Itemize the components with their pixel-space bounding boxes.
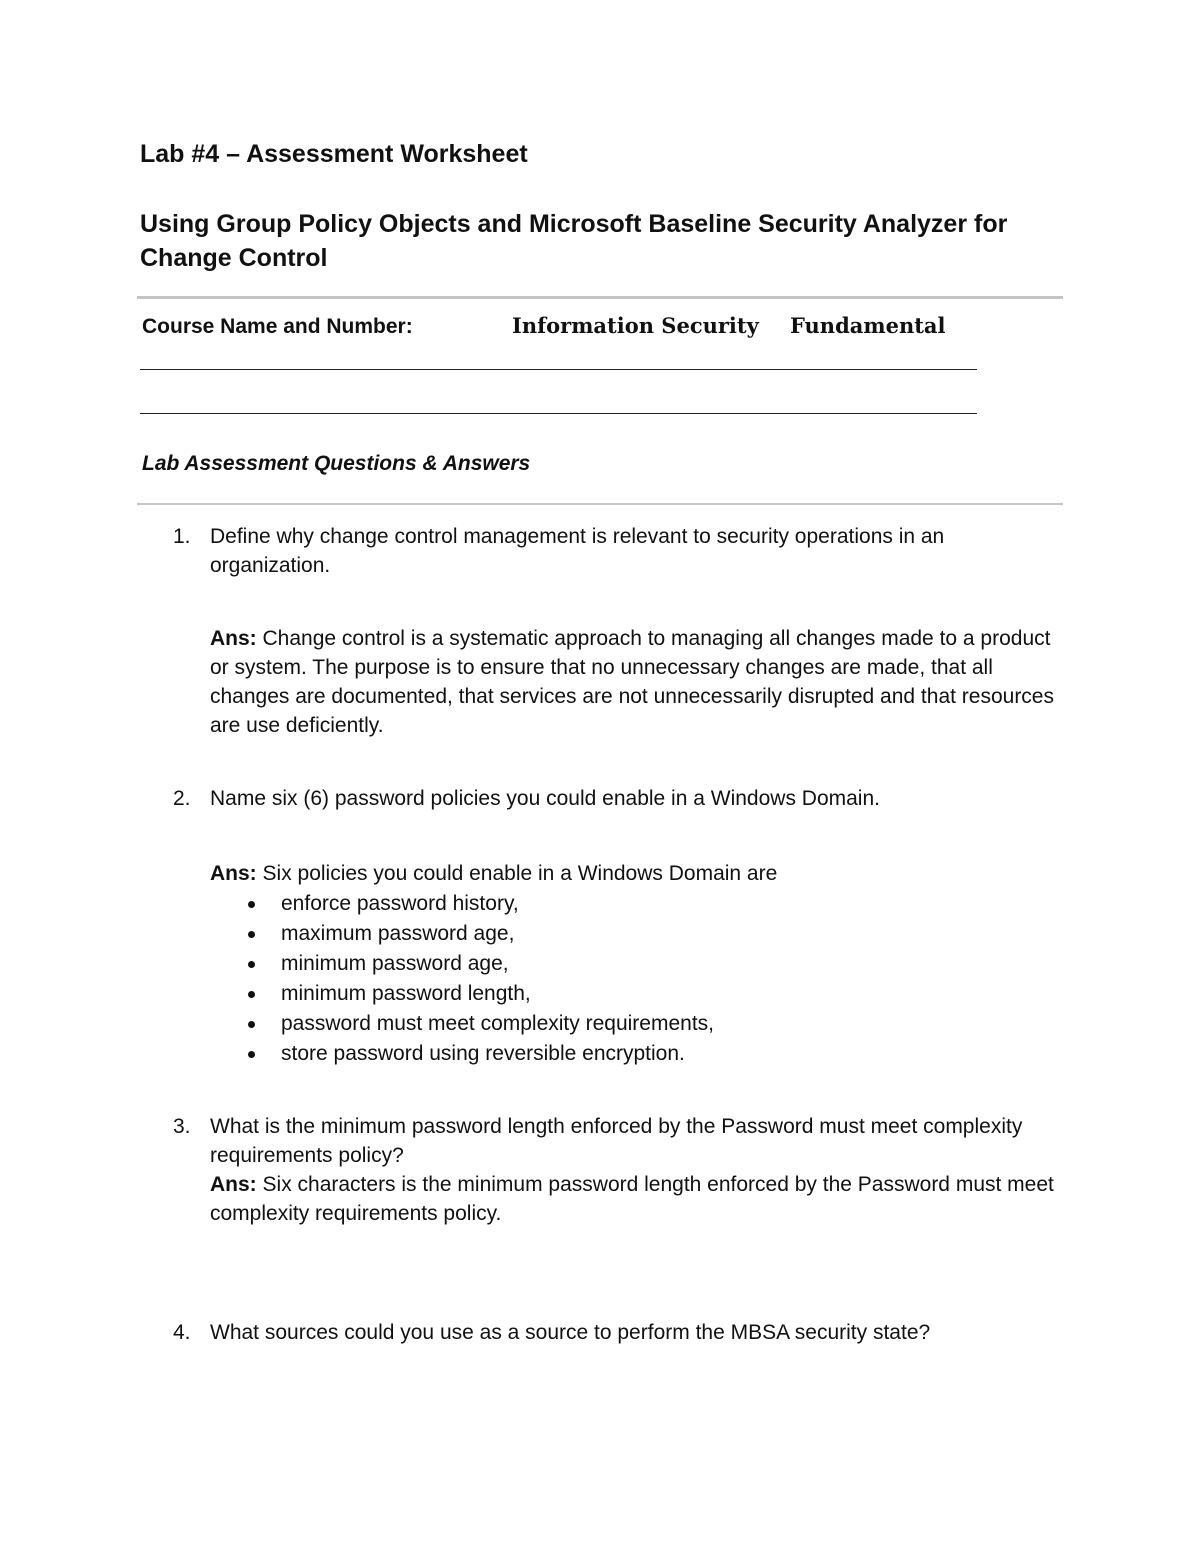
question-2-number: 2.: [173, 787, 191, 810]
course-label: Course Name and Number:: [142, 315, 413, 338]
list-item: enforce password history,: [210, 889, 714, 919]
answer-3: [210, 1170, 1070, 1228]
question-1-number: 1.: [173, 525, 191, 548]
list-item: minimum password length,: [210, 979, 714, 1009]
question-4-text: What sources could you use as a source to perform the MBSA security state?: [210, 1321, 931, 1344]
bullet-icon: [248, 1051, 255, 1058]
bullet-icon: [248, 991, 255, 998]
question-3-number: 3.: [173, 1115, 191, 1138]
fill-in-line: [140, 413, 977, 414]
course-value-part1: Information Security: [512, 313, 759, 338]
list-item: store password using reversible encryption.: [210, 1039, 714, 1069]
bullet-icon: [248, 931, 255, 938]
bullet-icon: [248, 1021, 255, 1028]
list-item: password must meet complexity requirements,: [210, 1009, 714, 1039]
fill-in-line: [140, 369, 977, 370]
list-item: minimum password age,: [210, 949, 714, 979]
answer-2: [210, 859, 1070, 888]
password-policy-list: [210, 889, 714, 1069]
course-value-part2: Fundamental: [790, 313, 946, 338]
header-divider: [137, 296, 1063, 299]
question-1-text: Define why change control management is relevant to security operations in an organization.: [210, 525, 945, 577]
answer-2-text: Six policies you could enable in a Windows Domain are: [262, 862, 778, 885]
bullet-icon: [248, 961, 255, 968]
answer-1: [210, 624, 1070, 740]
answer-label: Ans:: [210, 862, 257, 885]
question-3-text: What is the minimum password length enforced by the Password must meet complexity requirements policy?: [210, 1115, 1023, 1167]
answer-label: Ans:: [210, 627, 257, 650]
main-title: Using Group Policy Objects and Microsoft Baseline Security Analyzer for Change Control: [140, 210, 1008, 272]
answer-1-text: Change control is a systematic approach to managing all changes made to a product or system. The purpose is to ensure that no unnecessary changes are made, that all changes are documented, that services are not unnecessarily disrupted and that resources are use deficiently.: [210, 627, 1054, 737]
answer-3-text: Six characters is the minimum password length enforced by the Password must meet complexity requirements policy.: [210, 1173, 1054, 1225]
bullet-icon: [248, 901, 255, 908]
answer-label: Ans:: [210, 1173, 257, 1196]
section-heading: Lab Assessment Questions & Answers: [142, 452, 531, 475]
question-4-number: 4.: [173, 1321, 191, 1344]
question-2-text: Name six (6) password policies you could enable in a Windows Domain.: [210, 787, 880, 810]
section-divider: [137, 503, 1063, 505]
lab-title: Lab #4 – Assessment Worksheet: [140, 140, 528, 168]
list-item: maximum password age,: [210, 919, 714, 949]
